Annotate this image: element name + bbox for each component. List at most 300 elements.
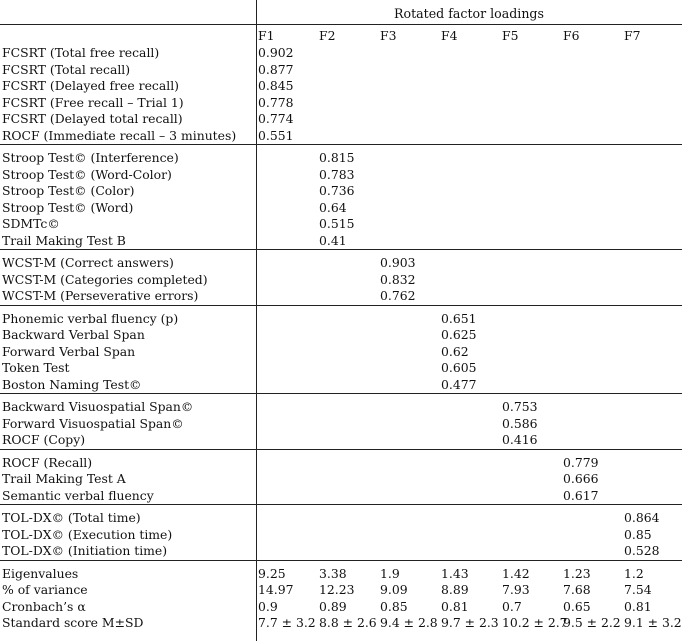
table-row bbox=[0, 327, 682, 344]
empty-cell bbox=[439, 200, 500, 217]
empty-cell bbox=[622, 167, 682, 184]
factor-header: F3 bbox=[380, 28, 397, 43]
empty-cell bbox=[256, 360, 317, 377]
test-label: WCST-M (Correct answers) bbox=[2, 255, 174, 270]
empty-cell bbox=[500, 111, 561, 128]
summary-value: 0.85 bbox=[380, 598, 408, 614]
table-row bbox=[0, 488, 682, 505]
table-row bbox=[0, 78, 682, 95]
test-label: Semantic verbal fluency bbox=[2, 487, 154, 503]
empty-cell bbox=[317, 377, 378, 394]
empty-cell bbox=[256, 510, 317, 527]
empty-cell bbox=[317, 416, 378, 433]
empty-cell bbox=[500, 200, 561, 217]
empty-cell bbox=[622, 360, 682, 377]
empty-cell bbox=[256, 233, 317, 250]
empty-cell bbox=[378, 150, 439, 167]
empty-cell bbox=[439, 543, 500, 560]
empty-cell bbox=[317, 488, 378, 505]
test-label: TOL-DX© (Total time) bbox=[2, 510, 141, 525]
summary-value: 8.89 bbox=[441, 582, 469, 597]
empty-cell bbox=[622, 233, 682, 250]
empty-cell bbox=[439, 471, 500, 488]
summary-value: 0.89 bbox=[319, 598, 347, 614]
empty-cell bbox=[378, 416, 439, 433]
loading-value: 0.736 bbox=[319, 183, 355, 198]
summary-value: 7.68 bbox=[563, 582, 591, 597]
empty-cell bbox=[439, 128, 500, 145]
empty-cell bbox=[439, 527, 500, 544]
loading-value: 0.62 bbox=[441, 343, 469, 359]
summary-label: % of variance bbox=[2, 582, 88, 597]
loading-value: 0.845 bbox=[258, 78, 294, 93]
empty-cell bbox=[561, 527, 622, 544]
empty-cell bbox=[439, 45, 500, 62]
empty-cell bbox=[622, 488, 682, 505]
table-row bbox=[0, 416, 682, 433]
loading-value: 0.903 bbox=[380, 255, 416, 270]
empty-cell bbox=[561, 62, 622, 79]
table-body bbox=[0, 45, 682, 632]
empty-cell bbox=[317, 128, 378, 145]
empty-cell bbox=[500, 471, 561, 488]
empty-cell bbox=[378, 360, 439, 377]
empty-cell bbox=[256, 344, 317, 361]
empty-cell bbox=[500, 62, 561, 79]
empty-cell bbox=[622, 95, 682, 112]
empty-cell bbox=[561, 150, 622, 167]
table-row bbox=[0, 311, 682, 328]
test-label: ROCF (Immediate recall – 3 minutes) bbox=[2, 127, 237, 143]
test-label: Trail Making Test A bbox=[2, 471, 126, 486]
empty-cell bbox=[317, 288, 378, 305]
summary-value: 7.93 bbox=[502, 582, 530, 597]
empty-cell bbox=[317, 45, 378, 62]
empty-cell bbox=[256, 377, 317, 394]
summary-value: 1.9 bbox=[380, 565, 400, 581]
empty-cell bbox=[561, 432, 622, 449]
empty-cell bbox=[561, 128, 622, 145]
loading-value: 0.762 bbox=[380, 288, 416, 303]
empty-cell bbox=[500, 510, 561, 527]
loading-value: 0.864 bbox=[624, 510, 660, 525]
test-label: Forward Verbal Span bbox=[2, 343, 136, 359]
empty-cell bbox=[561, 233, 622, 250]
summary-value: 12.23 bbox=[319, 582, 355, 597]
empty-cell bbox=[256, 183, 317, 200]
table-row bbox=[0, 167, 682, 184]
empty-cell bbox=[256, 399, 317, 416]
empty-cell bbox=[622, 432, 682, 449]
loading-value: 0.617 bbox=[563, 487, 599, 503]
empty-cell bbox=[561, 510, 622, 527]
empty-cell bbox=[500, 95, 561, 112]
empty-cell bbox=[256, 216, 317, 233]
summary-value: 9.09 bbox=[380, 582, 408, 597]
empty-cell bbox=[439, 78, 500, 95]
empty-cell bbox=[439, 255, 500, 272]
table-row bbox=[0, 377, 682, 394]
empty-cell bbox=[622, 327, 682, 344]
empty-cell bbox=[561, 111, 622, 128]
summary-value: 9.1 ± 3.2 bbox=[624, 615, 682, 630]
summary-row bbox=[0, 599, 682, 616]
empty-cell bbox=[256, 288, 317, 305]
loading-value: 0.779 bbox=[563, 454, 599, 470]
empty-cell bbox=[317, 543, 378, 560]
table-header-title: Rotated factor loadings bbox=[394, 6, 544, 21]
summary-label: Eigenvalues bbox=[2, 565, 79, 581]
empty-cell bbox=[500, 488, 561, 505]
empty-cell bbox=[622, 311, 682, 328]
summary-value: 7.7 ± 3.2 bbox=[258, 615, 316, 630]
empty-cell bbox=[561, 344, 622, 361]
empty-cell bbox=[500, 543, 561, 560]
empty-cell bbox=[439, 62, 500, 79]
loading-value: 0.551 bbox=[258, 127, 294, 143]
empty-cell bbox=[500, 344, 561, 361]
loading-value: 0.515 bbox=[319, 216, 355, 231]
test-label: Token Test bbox=[2, 360, 70, 375]
empty-cell bbox=[622, 62, 682, 79]
table-row bbox=[0, 455, 682, 472]
empty-cell bbox=[317, 344, 378, 361]
loading-value: 0.774 bbox=[258, 111, 294, 126]
loading-value: 0.783 bbox=[319, 166, 355, 182]
empty-cell bbox=[561, 272, 622, 289]
empty-cell bbox=[561, 183, 622, 200]
table-row bbox=[0, 543, 682, 560]
factor-header: F7 bbox=[624, 28, 641, 43]
test-label: WCST-M (Perseverative errors) bbox=[2, 288, 199, 303]
empty-cell bbox=[378, 45, 439, 62]
empty-cell bbox=[561, 399, 622, 416]
empty-cell bbox=[378, 510, 439, 527]
summary-row bbox=[0, 566, 682, 583]
empty-cell bbox=[561, 78, 622, 95]
summary-value: 9.5 ± 2.2 bbox=[563, 615, 621, 630]
empty-cell bbox=[378, 200, 439, 217]
empty-cell bbox=[439, 111, 500, 128]
empty-cell bbox=[500, 377, 561, 394]
empty-cell bbox=[317, 255, 378, 272]
empty-cell bbox=[317, 272, 378, 289]
loading-value: 0.902 bbox=[258, 45, 294, 60]
factor-header: F4 bbox=[441, 28, 458, 43]
empty-cell bbox=[256, 416, 317, 433]
factor-header-row bbox=[0, 27, 682, 45]
table-row bbox=[0, 45, 682, 62]
empty-cell bbox=[439, 272, 500, 289]
empty-cell bbox=[378, 488, 439, 505]
table-row bbox=[0, 62, 682, 79]
empty-cell bbox=[622, 150, 682, 167]
loading-value: 0.651 bbox=[441, 310, 477, 326]
summary-value: 0.7 bbox=[502, 598, 522, 614]
empty-cell bbox=[439, 488, 500, 505]
empty-cell bbox=[256, 455, 317, 472]
empty-cell bbox=[500, 360, 561, 377]
test-label: ROCF (Recall) bbox=[2, 454, 93, 470]
table-row bbox=[0, 527, 682, 544]
empty-cell bbox=[561, 255, 622, 272]
loading-value: 0.41 bbox=[319, 232, 347, 248]
empty-cell bbox=[622, 344, 682, 361]
empty-cell bbox=[561, 45, 622, 62]
test-label: FCSRT (Delayed free recall) bbox=[2, 78, 179, 93]
table-row bbox=[0, 200, 682, 217]
empty-cell bbox=[622, 471, 682, 488]
empty-cell bbox=[500, 455, 561, 472]
empty-cell bbox=[622, 255, 682, 272]
empty-cell bbox=[317, 399, 378, 416]
summary-value: 14.97 bbox=[258, 582, 294, 597]
loading-value: 0.586 bbox=[502, 415, 538, 431]
factor-header: F2 bbox=[319, 28, 336, 43]
loading-value: 0.477 bbox=[441, 376, 477, 392]
test-label: WCST-M (Categories completed) bbox=[2, 271, 208, 287]
test-label: TOL-DX© (Execution time) bbox=[2, 526, 173, 542]
empty-cell bbox=[378, 95, 439, 112]
loading-value: 0.64 bbox=[319, 199, 347, 215]
empty-cell bbox=[256, 311, 317, 328]
empty-cell bbox=[500, 128, 561, 145]
empty-cell bbox=[500, 183, 561, 200]
loadings-grid bbox=[0, 27, 682, 632]
empty-cell bbox=[500, 167, 561, 184]
summary-value: 0.81 bbox=[624, 598, 652, 614]
empty-cell bbox=[317, 62, 378, 79]
empty-cell bbox=[622, 128, 682, 145]
empty-cell bbox=[317, 471, 378, 488]
empty-cell bbox=[500, 233, 561, 250]
empty-cell bbox=[439, 167, 500, 184]
loading-value: 0.815 bbox=[319, 150, 355, 165]
empty-cell bbox=[317, 527, 378, 544]
empty-cell bbox=[622, 416, 682, 433]
row-label-header bbox=[0, 27, 256, 45]
summary-row bbox=[0, 615, 682, 632]
empty-cell bbox=[317, 95, 378, 112]
empty-cell bbox=[561, 377, 622, 394]
test-label: Stroop Test© (Interference) bbox=[2, 150, 179, 165]
empty-cell bbox=[439, 233, 500, 250]
factor-header: F1 bbox=[258, 28, 275, 43]
empty-cell bbox=[378, 111, 439, 128]
loading-value: 0.778 bbox=[258, 94, 294, 110]
empty-cell bbox=[622, 78, 682, 95]
empty-cell bbox=[622, 200, 682, 217]
test-label: Trail Making Test B bbox=[2, 232, 126, 248]
empty-cell bbox=[561, 167, 622, 184]
empty-cell bbox=[439, 95, 500, 112]
test-label: FCSRT (Free recall – Trial 1) bbox=[2, 94, 184, 110]
factor-header: F5 bbox=[502, 28, 519, 43]
table-row bbox=[0, 95, 682, 112]
empty-cell bbox=[500, 272, 561, 289]
empty-cell bbox=[378, 543, 439, 560]
empty-cell bbox=[256, 200, 317, 217]
test-label: Stroop Test© (Color) bbox=[2, 183, 135, 198]
empty-cell bbox=[256, 167, 317, 184]
empty-cell bbox=[378, 377, 439, 394]
empty-cell bbox=[378, 233, 439, 250]
empty-cell bbox=[439, 416, 500, 433]
summary-value: 0.81 bbox=[441, 598, 469, 614]
empty-cell bbox=[317, 360, 378, 377]
summary-value: 1.42 bbox=[502, 565, 530, 581]
table-row bbox=[0, 432, 682, 449]
table-row bbox=[0, 360, 682, 377]
empty-cell bbox=[256, 488, 317, 505]
summary-label: Cronbach’s α bbox=[2, 598, 86, 614]
test-label: Backward Verbal Span bbox=[2, 327, 145, 342]
empty-cell bbox=[378, 128, 439, 145]
table-row bbox=[0, 255, 682, 272]
table-row bbox=[0, 471, 682, 488]
summary-label: Standard score M±SD bbox=[2, 615, 144, 630]
table-row bbox=[0, 272, 682, 289]
empty-cell bbox=[378, 216, 439, 233]
empty-cell bbox=[256, 471, 317, 488]
empty-cell bbox=[500, 216, 561, 233]
empty-cell bbox=[317, 327, 378, 344]
summary-value: 9.7 ± 2.3 bbox=[441, 615, 499, 630]
empty-cell bbox=[378, 62, 439, 79]
test-label: SDMTc© bbox=[2, 216, 60, 231]
summary-value: 1.2 bbox=[624, 565, 644, 581]
test-label: FCSRT (Delayed total recall) bbox=[2, 111, 183, 126]
summary-value: 0.65 bbox=[563, 598, 591, 614]
test-label: Stroop Test© (Word) bbox=[2, 199, 134, 215]
summary-value: 7.54 bbox=[624, 582, 652, 597]
loading-value: 0.625 bbox=[441, 327, 477, 342]
summary-row bbox=[0, 582, 682, 599]
empty-cell bbox=[378, 455, 439, 472]
empty-cell bbox=[439, 150, 500, 167]
test-label: Boston Naming Test© bbox=[2, 376, 142, 392]
empty-cell bbox=[439, 432, 500, 449]
table-row bbox=[0, 128, 682, 145]
loading-value: 0.528 bbox=[624, 543, 660, 558]
empty-cell bbox=[500, 527, 561, 544]
empty-cell bbox=[317, 510, 378, 527]
factor-header: F6 bbox=[563, 28, 580, 43]
test-label: Phonemic verbal fluency (p) bbox=[2, 310, 179, 326]
table-row bbox=[0, 288, 682, 305]
test-label: FCSRT (Total recall) bbox=[2, 61, 131, 77]
test-label: Forward Visuospatial Span© bbox=[2, 415, 184, 431]
empty-cell bbox=[378, 183, 439, 200]
summary-value: 3.38 bbox=[319, 565, 347, 581]
empty-cell bbox=[622, 455, 682, 472]
empty-cell bbox=[561, 288, 622, 305]
test-label: Stroop Test© (Word-Color) bbox=[2, 166, 172, 182]
table-row bbox=[0, 233, 682, 250]
test-label: FCSRT (Total free recall) bbox=[2, 45, 160, 60]
empty-cell bbox=[317, 78, 378, 95]
summary-value: 10.2 ± 2.7 bbox=[502, 615, 568, 630]
empty-cell bbox=[256, 432, 317, 449]
empty-cell bbox=[317, 432, 378, 449]
empty-cell bbox=[622, 183, 682, 200]
empty-cell bbox=[561, 95, 622, 112]
empty-cell bbox=[439, 183, 500, 200]
empty-cell bbox=[622, 272, 682, 289]
empty-cell bbox=[378, 471, 439, 488]
empty-cell bbox=[500, 327, 561, 344]
empty-cell bbox=[561, 327, 622, 344]
empty-cell bbox=[439, 510, 500, 527]
loading-value: 0.832 bbox=[380, 271, 416, 287]
empty-cell bbox=[378, 78, 439, 95]
empty-cell bbox=[500, 311, 561, 328]
empty-cell bbox=[378, 432, 439, 449]
empty-cell bbox=[500, 150, 561, 167]
summary-value: 9.25 bbox=[258, 565, 286, 581]
table-row bbox=[0, 510, 682, 527]
empty-cell bbox=[622, 288, 682, 305]
header-rule bbox=[0, 24, 682, 25]
summary-value: 9.4 ± 2.8 bbox=[380, 615, 438, 630]
empty-cell bbox=[439, 455, 500, 472]
empty-cell bbox=[622, 377, 682, 394]
empty-cell bbox=[622, 399, 682, 416]
empty-cell bbox=[378, 327, 439, 344]
empty-cell bbox=[500, 78, 561, 95]
table-row bbox=[0, 344, 682, 361]
empty-cell bbox=[561, 360, 622, 377]
summary-value: 8.8 ± 2.6 bbox=[319, 615, 377, 630]
empty-cell bbox=[256, 543, 317, 560]
empty-cell bbox=[317, 111, 378, 128]
test-label: TOL-DX© (Initiation time) bbox=[2, 543, 168, 558]
summary-value: 0.9 bbox=[258, 598, 278, 614]
empty-cell bbox=[317, 455, 378, 472]
table-row bbox=[0, 216, 682, 233]
empty-cell bbox=[500, 255, 561, 272]
empty-cell bbox=[378, 311, 439, 328]
loading-value: 0.416 bbox=[502, 432, 538, 447]
empty-cell bbox=[378, 527, 439, 544]
empty-cell bbox=[622, 111, 682, 128]
empty-cell bbox=[561, 216, 622, 233]
empty-cell bbox=[622, 45, 682, 62]
loading-value: 0.753 bbox=[502, 399, 538, 414]
summary-value: 1.43 bbox=[441, 565, 469, 581]
loading-value: 0.666 bbox=[563, 471, 599, 486]
empty-cell bbox=[378, 344, 439, 361]
empty-cell bbox=[439, 216, 500, 233]
empty-cell bbox=[378, 167, 439, 184]
loading-value: 0.85 bbox=[624, 526, 652, 542]
table-row bbox=[0, 111, 682, 128]
loading-value: 0.605 bbox=[441, 360, 477, 375]
table-row bbox=[0, 183, 682, 200]
empty-cell bbox=[500, 45, 561, 62]
empty-cell bbox=[256, 272, 317, 289]
empty-cell bbox=[561, 416, 622, 433]
empty-cell bbox=[256, 150, 317, 167]
table-row bbox=[0, 150, 682, 167]
test-label: Backward Visuospatial Span© bbox=[2, 399, 194, 414]
empty-cell bbox=[439, 288, 500, 305]
empty-cell bbox=[256, 527, 317, 544]
loading-value: 0.877 bbox=[258, 61, 294, 77]
empty-cell bbox=[317, 311, 378, 328]
empty-cell bbox=[256, 255, 317, 272]
empty-cell bbox=[256, 327, 317, 344]
